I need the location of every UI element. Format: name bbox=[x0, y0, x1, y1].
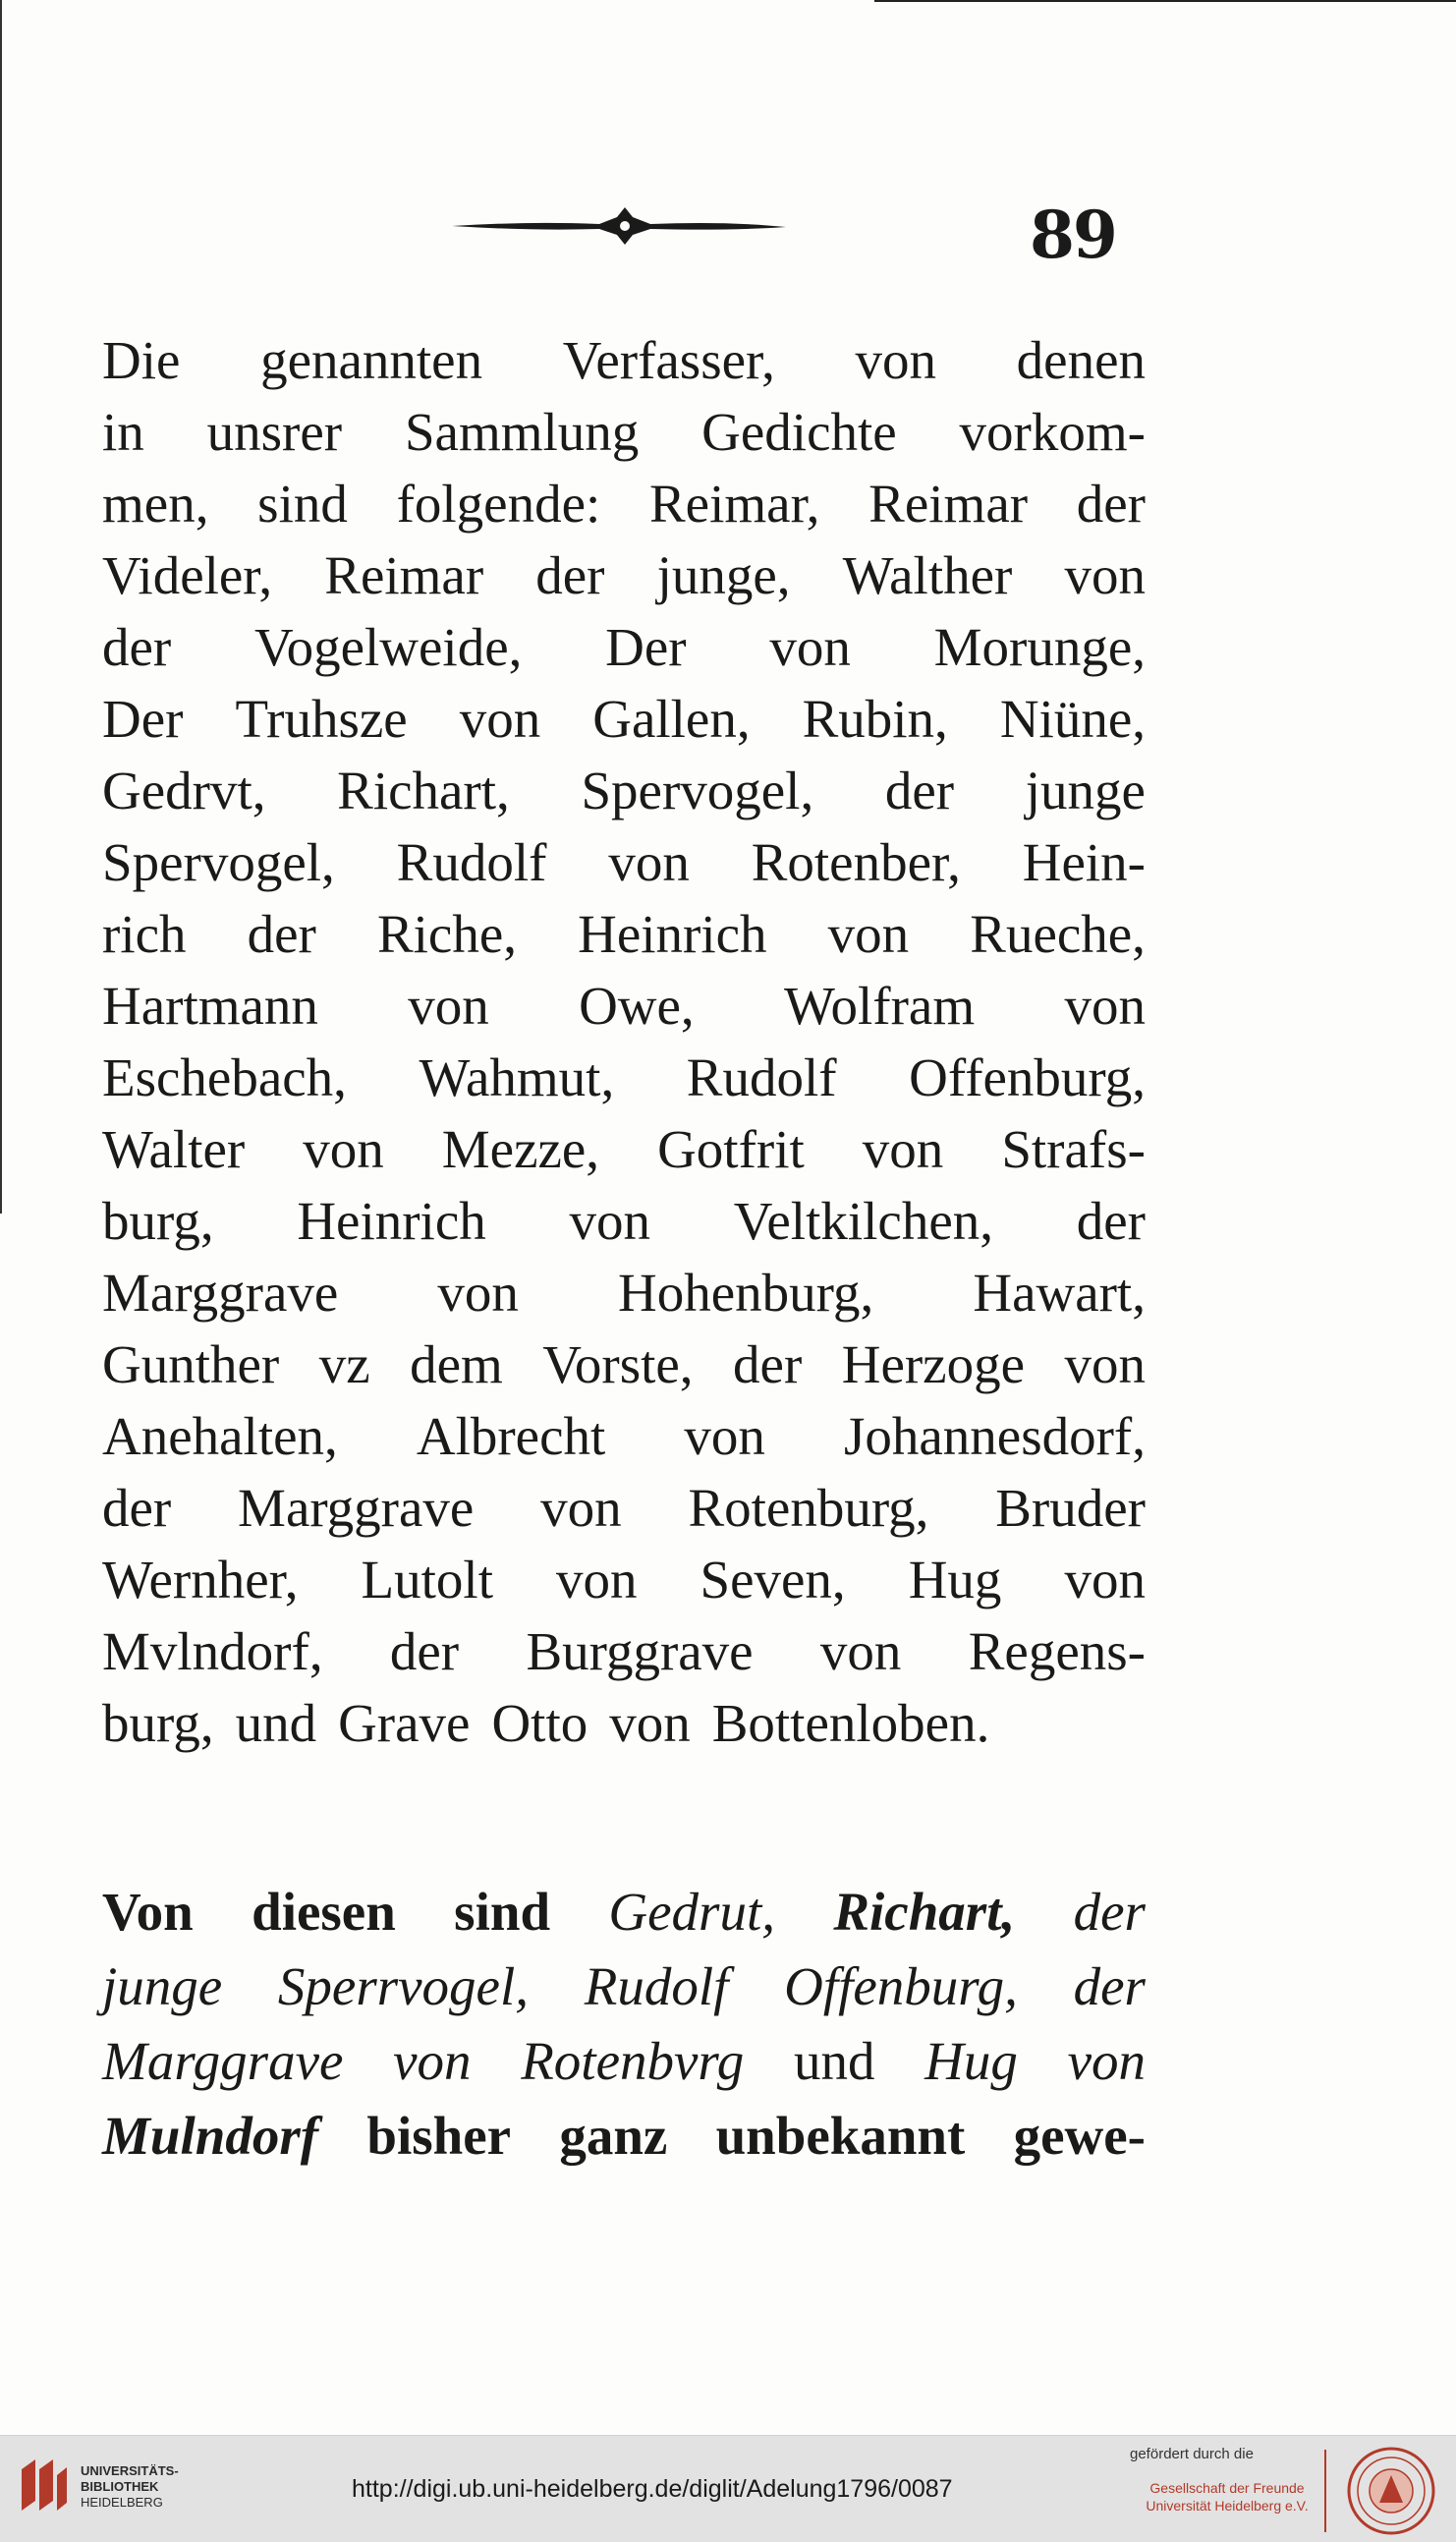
sponsor-divider bbox=[1324, 2450, 1326, 2532]
word: Mezze, bbox=[441, 1119, 600, 1179]
word: burg, bbox=[102, 1191, 214, 1251]
page-edge-left bbox=[0, 0, 2, 1214]
word: unbekannt bbox=[715, 2106, 966, 2166]
word: von bbox=[1064, 976, 1146, 1036]
word: von bbox=[855, 330, 937, 390]
word: Marggrave bbox=[102, 1263, 339, 1323]
page-number: 89 bbox=[1030, 197, 1116, 273]
word: Heinrich bbox=[578, 904, 767, 964]
word: Albrecht bbox=[416, 1406, 606, 1466]
word: unsrer bbox=[206, 402, 343, 462]
word: Die bbox=[102, 330, 181, 390]
library-name bbox=[81, 2463, 208, 2511]
text-line bbox=[102, 468, 1146, 539]
paragraph-verfasser bbox=[102, 324, 1146, 1759]
word: und bbox=[793, 2031, 875, 2091]
library-name-line: BIBLIOTHEK bbox=[81, 2479, 159, 2494]
word: Rudolf bbox=[686, 1047, 837, 1107]
word: von bbox=[408, 976, 489, 1036]
word: von bbox=[684, 1406, 765, 1466]
word: Von bbox=[102, 1882, 194, 1942]
word: Wolfram bbox=[784, 976, 976, 1036]
word: Herzoge bbox=[841, 1334, 1026, 1394]
word: der bbox=[102, 617, 172, 677]
word: Rotenburg, bbox=[688, 1478, 929, 1538]
word: von bbox=[609, 1693, 691, 1753]
word: von bbox=[540, 1478, 622, 1538]
word: Rotenbvrg bbox=[521, 2031, 745, 2091]
word: Offenburg, bbox=[784, 1956, 1018, 2016]
word: Regens- bbox=[968, 1621, 1146, 1681]
word: Der bbox=[102, 689, 184, 749]
page-edge-top bbox=[874, 0, 1456, 2]
word: Reimar, bbox=[649, 474, 820, 534]
word: dem bbox=[410, 1334, 503, 1394]
text-line bbox=[102, 683, 1146, 755]
word: gewe- bbox=[1013, 2106, 1146, 2166]
word: Mulndorf bbox=[102, 2106, 319, 2166]
word: Richart, bbox=[337, 761, 510, 820]
library-name-line: HEIDELBERG bbox=[81, 2495, 163, 2510]
word: von bbox=[569, 1191, 650, 1251]
word: bisher bbox=[366, 2106, 512, 2166]
word: in bbox=[102, 402, 144, 462]
word: junge bbox=[1025, 761, 1146, 820]
word: Richart, bbox=[833, 1882, 1016, 1942]
word: Mvlndorf, bbox=[102, 1621, 323, 1681]
text-line bbox=[102, 1257, 1146, 1328]
text-line bbox=[102, 324, 1146, 396]
word: sind bbox=[454, 1882, 551, 1942]
word: Morunge, bbox=[933, 617, 1146, 677]
word: der bbox=[1073, 1882, 1146, 1942]
ub-heidelberg-logo-icon bbox=[14, 2456, 71, 2516]
text-line bbox=[102, 1400, 1146, 1472]
word: Hug bbox=[924, 2031, 1018, 2091]
word: vz bbox=[318, 1334, 370, 1394]
word: ganz bbox=[559, 2106, 668, 2166]
text-line bbox=[102, 1544, 1146, 1615]
word: Rudolf bbox=[396, 832, 547, 892]
printer-ornament-icon bbox=[442, 201, 796, 251]
word: von bbox=[1064, 545, 1146, 605]
word: Verfasser, bbox=[562, 330, 775, 390]
word: Offenburg, bbox=[909, 1047, 1146, 1107]
word: der bbox=[1076, 474, 1146, 534]
word: Vorste, bbox=[542, 1334, 694, 1394]
word: folgende: bbox=[396, 474, 601, 534]
word: Veltkilchen, bbox=[733, 1191, 993, 1251]
word: Hein- bbox=[1022, 832, 1146, 892]
sponsor-line: Gesellschaft der Freunde bbox=[1149, 2480, 1305, 2496]
word: Walther bbox=[842, 545, 1013, 605]
word: Eschebach, bbox=[102, 1047, 347, 1107]
text-line bbox=[102, 755, 1146, 826]
university-seal-icon bbox=[1346, 2446, 1436, 2536]
word: Sammlung bbox=[404, 402, 640, 462]
word: Wernher, bbox=[102, 1550, 299, 1610]
library-name-line: UNIVERSITÄTS- bbox=[81, 2463, 179, 2478]
text-line bbox=[102, 1949, 1146, 2024]
text-line bbox=[102, 826, 1146, 898]
sponsor-line: Universität Heidelberg e.V. bbox=[1146, 2498, 1309, 2514]
word: der bbox=[247, 904, 316, 964]
text-line bbox=[102, 1328, 1146, 1400]
word: Hawart, bbox=[973, 1263, 1146, 1323]
word: men, bbox=[102, 474, 209, 534]
word: von bbox=[1067, 2031, 1146, 2091]
word: Lutolt bbox=[361, 1550, 493, 1610]
word: der bbox=[1076, 1191, 1146, 1251]
word: Marggrave bbox=[238, 1478, 475, 1538]
word: Rotenber, bbox=[751, 832, 961, 892]
word: der bbox=[884, 761, 955, 820]
word: der bbox=[389, 1621, 460, 1681]
word: Owe, bbox=[579, 976, 695, 1036]
text-line bbox=[102, 1687, 1146, 1759]
word: Gedrvt, bbox=[102, 761, 266, 820]
word: Bruder bbox=[995, 1478, 1146, 1538]
word: Hohenburg, bbox=[618, 1263, 874, 1323]
text-line bbox=[102, 396, 1146, 468]
word: Marggrave bbox=[102, 2031, 344, 2091]
word: Gedichte bbox=[701, 402, 897, 462]
word: Der bbox=[605, 617, 687, 677]
word: Grave bbox=[338, 1693, 471, 1753]
word: genannten bbox=[260, 330, 483, 390]
text-line bbox=[102, 2024, 1146, 2099]
text-line bbox=[102, 898, 1146, 970]
word: Otto bbox=[491, 1693, 588, 1753]
word: Vogelweide, bbox=[253, 617, 523, 677]
word: denen bbox=[1016, 330, 1146, 390]
text-line bbox=[102, 970, 1146, 1042]
text-line bbox=[102, 1185, 1146, 1257]
word: Videler, bbox=[102, 545, 273, 605]
word: junge bbox=[102, 1956, 223, 2016]
word: Strafs- bbox=[1001, 1119, 1146, 1179]
permalink-url[interactable]: http://digi.ub.uni-heidelberg.de/diglit/Adelung1796/0087 bbox=[352, 2475, 953, 2503]
word: Rueche, bbox=[970, 904, 1146, 964]
word: Sperrvogel, bbox=[277, 1956, 529, 2016]
text-line bbox=[102, 2099, 1146, 2174]
word: rich bbox=[102, 904, 187, 964]
word: Rudolf bbox=[584, 1956, 729, 2016]
word: Heinrich bbox=[297, 1191, 486, 1251]
text-line bbox=[102, 611, 1146, 683]
word: von bbox=[459, 689, 541, 749]
word: junge, bbox=[656, 545, 791, 605]
text-line bbox=[102, 1875, 1146, 1949]
word: Johannesdorf, bbox=[843, 1406, 1146, 1466]
paragraph-unbekannt bbox=[102, 1875, 1146, 2174]
word: Bottenloben. bbox=[711, 1693, 990, 1753]
word: sind bbox=[257, 474, 348, 534]
word: von bbox=[819, 1621, 902, 1681]
sponsor-name[interactable] bbox=[1134, 2479, 1320, 2514]
word: Wahmut, bbox=[419, 1047, 615, 1107]
word: Truhsze bbox=[235, 689, 408, 749]
word: von bbox=[303, 1119, 384, 1179]
word: Rubin, bbox=[802, 689, 948, 749]
word: Reimar bbox=[868, 474, 1029, 534]
text-line bbox=[102, 1042, 1146, 1113]
word: Hartmann bbox=[102, 976, 318, 1036]
text-line bbox=[102, 539, 1146, 611]
sponsor-label: gefördert durch die bbox=[1130, 2446, 1254, 2462]
word: der bbox=[733, 1334, 803, 1394]
word: vorkom- bbox=[959, 402, 1146, 462]
word: Reimar bbox=[324, 545, 484, 605]
word: Niüne, bbox=[999, 689, 1146, 749]
word: burg, bbox=[102, 1693, 214, 1753]
text-line bbox=[102, 1472, 1146, 1544]
word: Anehalten, bbox=[102, 1406, 338, 1466]
word: und bbox=[235, 1693, 317, 1753]
word: Seven, bbox=[700, 1550, 846, 1610]
word: Spervogel, bbox=[102, 832, 335, 892]
word: von bbox=[862, 1119, 944, 1179]
word: der bbox=[1073, 1956, 1146, 2016]
word: der bbox=[102, 1478, 172, 1538]
word: von bbox=[1064, 1334, 1146, 1394]
word: Hug bbox=[908, 1550, 1002, 1610]
word: Gunther bbox=[102, 1334, 280, 1394]
word: von bbox=[608, 832, 690, 892]
word: von bbox=[556, 1550, 638, 1610]
footer-bar bbox=[0, 2435, 1456, 2542]
text-line bbox=[102, 1615, 1146, 1687]
word: von bbox=[827, 904, 910, 964]
word: der bbox=[535, 545, 605, 605]
word: Gotfrit bbox=[657, 1119, 805, 1179]
word: Burggrave bbox=[526, 1621, 754, 1681]
word: von bbox=[437, 1263, 519, 1323]
word: Gallen, bbox=[592, 689, 751, 749]
word: von bbox=[393, 2031, 472, 2091]
word: diesen bbox=[252, 1882, 396, 1942]
word: Spervogel, bbox=[581, 761, 814, 820]
word: von bbox=[769, 617, 851, 677]
word: Riche, bbox=[376, 904, 518, 964]
word: von bbox=[1064, 1550, 1146, 1610]
word: Walter bbox=[102, 1119, 246, 1179]
word: Gedrut, bbox=[608, 1882, 775, 1942]
text-line bbox=[102, 1113, 1146, 1185]
